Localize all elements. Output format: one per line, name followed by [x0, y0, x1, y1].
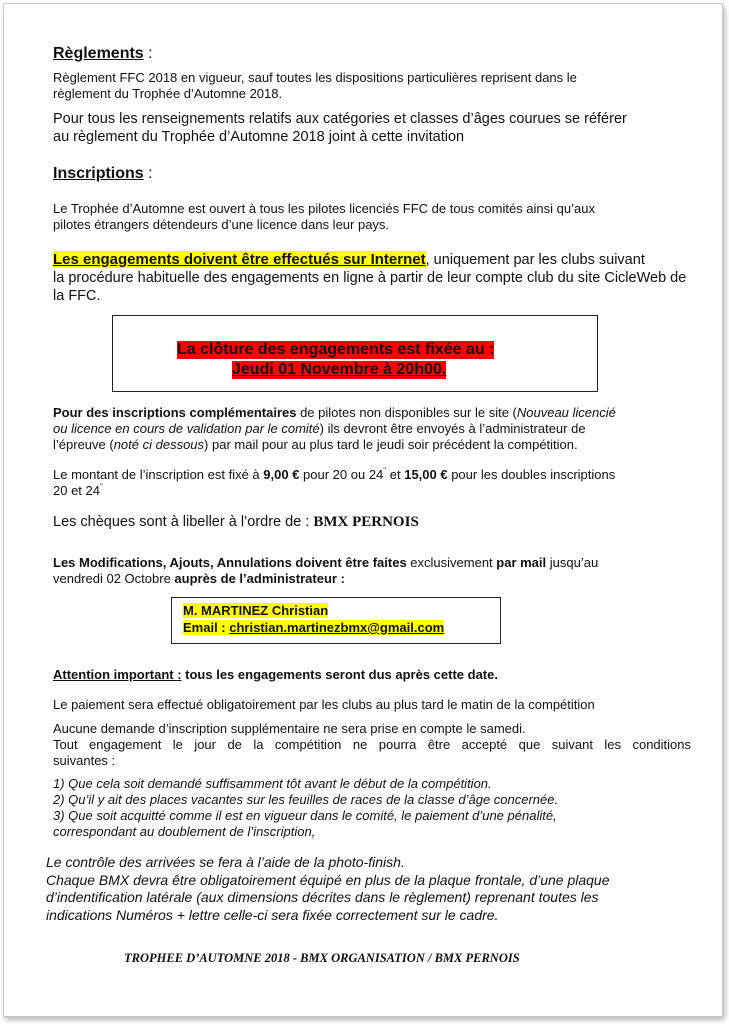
internet-paragraph: Les engagements doivent être effectués sur Internet, uniquement par les clubs suivant la procédure habituelle des engagements en ligne à partir de leur compte club du site CicleWeb de la FFC.	[53, 251, 687, 304]
reglements-paragraph-1: Règlement FFC 2018 en vigueur, sauf toutes les dispositions particulières reprisent dans le règlement du Trophée d’Automne 2018.	[53, 70, 577, 101]
condition-1: 1) Que cela soit demandé suffisamment tôt avant le début de la compétition.	[53, 776, 492, 791]
photo-finish-paragraph: Le contrôle des arrivées se fera à l’aide de la photo-finish. Chaque BMX devra être obligatoirement équipé en plus de la plaque frontale, d’une plaque d’indentification latérale (aux dimensions décrites dans le règlement) reprenant toutes les indications Numéros + lettre celle-ci sera fixée correctement sur le cadre.	[46, 854, 610, 923]
inscriptions-paragraph: Le Trophée d’Automne est ouvert à tous les pilotes licenciés FFC de tous comités ainsi qu’aux pilotes étrangers détendeurs d’une licence dans leur pays.	[53, 201, 595, 232]
reglements-heading: Règlements :	[53, 45, 153, 62]
closing-date-line-1: La clôture des engagements est fixée au :	[177, 341, 495, 358]
attention-line: Attention important : tous les engagements seront dus après cette date.	[53, 667, 498, 682]
closing-date-line-2: Jeudi 01 Novembre à 20h00.	[232, 361, 447, 378]
closing-date-box	[112, 315, 598, 392]
complementary-registrations: Pour des inscriptions complémentaires de pilotes non disponibles sur le site (Nouveau licencié ou licence en cours de validation par le comité) ils devront être envoyés à l’administrateur de l’épreuve (noté ci dessous) par mail pour au plus tard le jeudi soir précédent la compétition.	[53, 405, 616, 452]
contact-name: M. MARTINEZ Christian	[183, 603, 329, 618]
modifications-paragraph: Les Modifications, Ajouts, Annulations doivent être faites exclusivement par mail jusqu’au vendredi 02 Octobre auprès de l’administrateur :	[53, 555, 599, 586]
contact-email-line: Email : christian.martinezbmx@gmail.com	[183, 620, 445, 635]
condition-3: 3) Que soit acquitté comme il est en vigueur dans le comité, le paiement d’une pénalité,	[53, 808, 557, 823]
contact-box	[171, 597, 501, 644]
conditions-list	[53, 776, 558, 840]
cheques-line: Les chèques sont à libeller à l’ordre de : BMX PERNOIS	[53, 514, 419, 530]
condition-3-continued: correspondant au doublement de l’inscription,	[53, 824, 316, 839]
same-day-registration-line-2: suivantes :	[53, 753, 116, 768]
contact-email-link[interactable]: christian.martinezbmx@gmail.com	[229, 620, 445, 635]
footer-title: TROPHEE D’AUTOMNE 2018 - BMX ORGANISATION / BMX PERNOIS	[124, 951, 520, 965]
same-day-registration-line-1: Tout engagement le jour de la compétition ne pourra être accepté que suivant les conditions	[53, 737, 691, 752]
reglements-paragraph-2: Pour tous les renseignements relatifs aux catégories et classes d’âges courues se référer au règlement du Trophée d’Automne 2018 joint à cette invitation	[53, 111, 627, 145]
condition-2: 2) Qu’il y ait des places vacantes sur les feuilles de races de la classe d’âge concernée.	[53, 792, 559, 807]
document-page	[3, 3, 723, 1017]
no-extra-registration-line: Aucune demande d’inscription supplémentaire ne sera prise en compte le samedi.	[53, 721, 526, 736]
fee-paragraph: Le montant de l’inscription est fixé à 9,00 € pour 20 ou 24" et 15,00 € pour les doubles inscriptions 20 et 24"	[53, 466, 616, 498]
inscriptions-heading: Inscriptions :	[53, 165, 153, 182]
internet-highlight: Les engagements doivent être effectués sur Internet	[53, 251, 426, 268]
payment-line: Le paiement sera effectué obligatoirement par les clubs au plus tard le matin de la compétition	[53, 697, 595, 712]
